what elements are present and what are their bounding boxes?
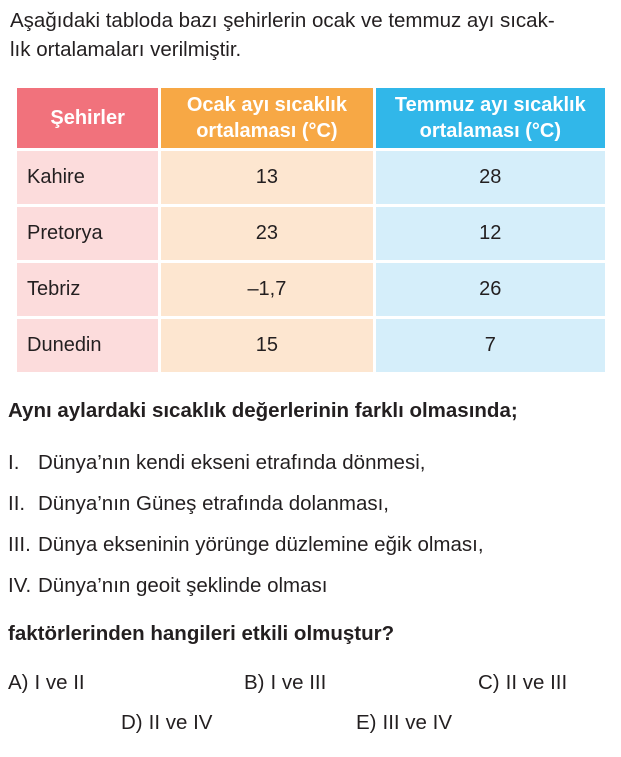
option-d[interactable] (121, 711, 212, 735)
option-letter: D) (121, 711, 143, 734)
intro-line-1: Aşağıdaki tabloda bazı şehirlerin ocak ve temmuz ayı sıcak- (10, 9, 555, 32)
option-text: III ve IV (382, 711, 452, 734)
january-cell: 23 (161, 207, 372, 260)
city-cell: Tebriz (17, 263, 158, 316)
header-january-average: Ocak ayı sıcaklık ortalaması (°C) (161, 88, 372, 148)
header-july-average: Temmuz ayı sıcaklık ortalaması (°C) (376, 88, 605, 148)
option-text: I ve III (270, 671, 327, 694)
statement-text: Dünya’nın Güneş etrafında dolanması, (38, 492, 389, 515)
table-row (17, 319, 605, 372)
option-a[interactable] (8, 671, 85, 695)
statement-text: Dünya’nın geoit şeklinde olması (38, 574, 328, 597)
july-cell: 26 (376, 263, 605, 316)
july-cell: 7 (376, 319, 605, 372)
july-cell: 12 (376, 207, 605, 260)
question-prompt: faktörlerinden hangileri etkili olmuştur? (8, 622, 395, 645)
option-e[interactable] (356, 711, 452, 735)
header-cities: Şehirler (17, 88, 158, 148)
city-cell: Dunedin (17, 319, 158, 372)
city-cell: Pretorya (17, 207, 158, 260)
option-letter: B) (244, 671, 265, 694)
table-row (17, 207, 605, 260)
july-cell: 28 (376, 151, 605, 204)
option-c[interactable] (478, 671, 567, 695)
option-text: II ve III (505, 671, 568, 694)
intro-line-2: lık ortalamaları verilmiştir. (10, 38, 242, 61)
question-stem: Aynı aylardaki sıcaklık değerlerinin farklı olmasında; (8, 399, 518, 422)
option-letter: E) (356, 711, 377, 734)
statement-number: II. (8, 492, 26, 515)
statement-text: Dünya’nın kendi ekseni etrafında dönmesi, (38, 451, 426, 474)
option-letter: C) (478, 671, 500, 694)
statement-number: IV. (8, 574, 32, 597)
intro-text (10, 6, 610, 64)
table-row (17, 151, 605, 204)
statement-number: I. (8, 451, 20, 474)
january-cell: 15 (161, 319, 372, 372)
statement-number: III. (8, 533, 31, 556)
option-text: I ve II (34, 671, 85, 694)
january-cell: –1,7 (161, 263, 372, 316)
option-letter: A) (8, 671, 29, 694)
option-b[interactable] (244, 671, 326, 695)
option-text: II ve IV (148, 711, 213, 734)
table-row (17, 263, 605, 316)
january-cell: 13 (161, 151, 372, 204)
city-cell: Kahire (17, 151, 158, 204)
statement-text: Dünya ekseninin yörünge düzlemine eğik olması, (38, 533, 484, 556)
temperature-table (14, 85, 608, 375)
table-header-row (17, 88, 605, 148)
